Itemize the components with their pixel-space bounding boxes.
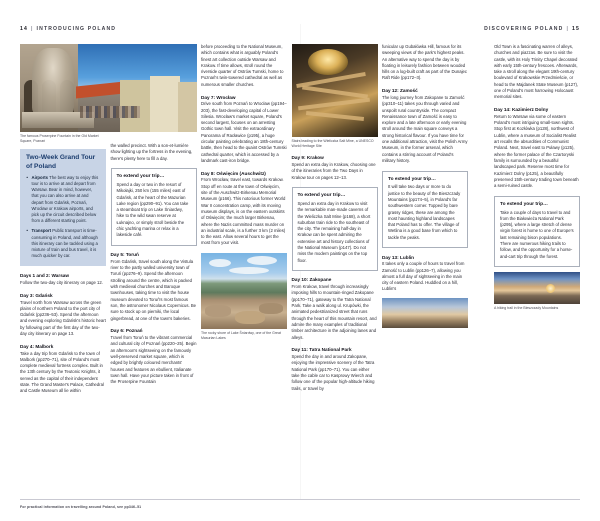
day-heading-day-7-wroclaw: Day 7: Wrocław (201, 94, 236, 100)
day-heading-day-9-krakow: Day 9: Krakow (291, 155, 324, 161)
extend-trip-box-mikolajki (111, 168, 197, 245)
photo-detail-rock (235, 311, 265, 324)
day-text-day-11-tatra: Spend the day in and around Zakopane, enjoying the impressive scenery of the Tatra National Park (pp170–71). You can either take the cable car to Kasprowy Wierch and follow one of the popular high-altitude hiking trails, or travel by (291, 354, 375, 391)
extend-trip-text: It will take two days or more to do justice to the beauty of the Bieszczady Mountains (pp174–5), in Poland's far southwestern corner. Topped by bare grassy ridges, these are among the most haunting highland landscapes that Poland has to offer. The village of Wetlina is a good base from which to tackle the peaks. (388, 184, 461, 240)
day-text-days-1-2-warsaw: Follow the two-day city itinerary on page 12. (20, 280, 103, 286)
feature-box-title: Two-Week Grand Tour of Poland (26, 154, 96, 170)
folio-left: 14 (20, 26, 28, 32)
feature-box-grand-tour (20, 149, 106, 267)
photo-detail-timber-beam (305, 111, 363, 121)
day-text-day-10-zakopane: From Krakow, travel through increasingly imposing hills to mountain-ringed Zakopane (pp170–71), gateway to the Tatra National Park. Take a walk along ul. Krupówki, the animated pedestrianized street that runs through the heart of this mountain resort, and admire the many examples of traditional timber architecture in the adjoining lanes and alleys. (291, 284, 377, 340)
running-head-left (20, 26, 116, 32)
extend-trip-title: To extend your trip… (297, 193, 346, 199)
list-item (26, 175, 100, 225)
photo-detail-cloud (209, 259, 231, 267)
day-heading-days-1-2-warsaw: Days 1 and 2: Warsaw (20, 273, 70, 279)
caption-poznan: The famous Proserpine Fountain in the Old Market Square, Poznań (20, 134, 99, 143)
photo-detail-timber-beam (298, 98, 370, 111)
extend-trip-title: To extend your trip… (116, 174, 165, 180)
photo-lublin-dusk (382, 298, 468, 328)
bullet-label: Airports (31, 174, 49, 180)
photo-lake-sniardwy (201, 253, 287, 329)
column-2 (111, 44, 197, 499)
day-heading-day-10-zakopane: Day 10: Zakopane (291, 277, 332, 283)
continuation-text-tatra: funicular up Gubałówka Hill, famous for its sweeping views of the park's highest peaks. An alternative way to spend the day is by floating in leisurely fashion between wooded hills on a log-built craft as part of the Dunajec Raft Ride (pp172–3). (382, 44, 468, 81)
day-heading-day-4-malbork: Day 4: Malbork (20, 343, 54, 349)
list-item (26, 228, 100, 259)
photo-bieszczady-trail (494, 272, 580, 304)
day-text-day-13-lublin: It takes only a couple of hours to travel from Zamość to Lublin (pp126–7), allowing you almost a full day of sightseeing in the main city of eastern Poland. Huddled on a hill, Lublin's (382, 261, 465, 292)
caption-wieliczka: Stairs leading to the Wieliczka Salt Mine, a UNESCO World Heritage Site (291, 139, 374, 148)
photo-detail-timber-beam (302, 85, 368, 98)
extend-trip-title: To extend your trip… (500, 201, 548, 207)
column-3 (201, 44, 287, 499)
day-text-day-4-malbork: Take a day trip from Gdańsk to the town of Malbork (pp270–71), site of Poland's most complete medieval fortress complex. Built in the 13th century by the Teutonic Knights, it served as the capital of their independent state. The Grand Master's Palace, Cathedral and Castle Museum all lie within (20, 350, 104, 394)
day-text-day-3-gdansk: Travel north from Warsaw across the green plains of northern Poland to the port city of Gdańsk (pp236–53). Spend the afternoon and evening exploring Gdańsk's historic heart by following part of the first day of the two-day city itinerary on page 13. (20, 299, 106, 337)
day-text-day-8-oswiecim: From Wrocław, travel east, towards Krakow. Stop off en route at the town of Oświęcim, site of the Auschwitz-Birkenau Memorial Museum (p166). This notorious former World War II concentration camp, with its moving museum displays, is on the eastern outskirts of Oświęcim; the much larger Birkenau, where the Nazis committed mass murder on an industrial scale, is a further 3 km (2 miles) to the east. Allow several hours to get the most from your visit. (201, 177, 286, 246)
column-4 (292, 44, 378, 499)
day-text-day-5-torun: From Gdańsk, travel south along the Vistula river to the partly walled university town of Toruń (pp276–9). Spend the afternoon strolling around the centre, which is packed with medieval churches and Baroque townhouses, taking time to visit the house museum devoted to Toruń's most famous son, the astronomer Nicolaus Copernicus. Be sure to stock up on pierniki, the local gingerbread, at one of the town's bakeries. (110, 258, 197, 321)
photo-detail-cloud (229, 267, 269, 274)
day-heading-day-12-zamosc: Day 12: Zamość (382, 88, 418, 94)
day-text-day-9-krakow: Spend an extra day in Krakow, choosing one of the itineraries from the Two Days in Krakow tour on pages 12–13. (291, 162, 376, 180)
continuation-text-lublin: Old Town is a fascinating warren of alleys, churches and piazzas. Be sure to visit the castle, with its Holy Trinity Chapel decorated with early 15th-century frescoes. Afterwards, take a stroll along the elegant 19th-century boulevard of Krakowskie Przedmieście, or head to the Majdanek State Museum (p127), one of Poland's most harrowing Holocaust memorial sites. (494, 44, 579, 100)
day-heading-day-8-oswiecim: Day 8: Oświęcim (Auschwitz) (201, 170, 266, 176)
bullet-text: Public transport is time-consuming in Poland, and although this itinerary can be tackled using a mixture of train and bus travel, it is much quicker by car. (31, 228, 98, 259)
folio-right: 15 (572, 26, 580, 32)
day-heading-day-14-kazimierz-dolny: Day 14: Kazimierz Dolny (494, 107, 549, 113)
day-heading-day-13-lublin: Day 13: Lublin (382, 254, 415, 260)
feature-box-list (26, 175, 100, 260)
bullet-text: The best way to enjoy this tour is to arrive at and depart from Warsaw. Bear in mind, however, that you can also arrive at and depart from Gdańsk, Poznań, Wrocław or Krakow airports, and pick up the circuit described below from a different starting point. (31, 174, 99, 224)
column-5 (382, 44, 468, 499)
day-text-day-6-poznan: Travel from Toruń to the vibrant commercial and cultural city of Poznań (pp220–25). Begin an afternoon's sightseeing on the famously well-preserved market square, which is edged by brightly coloured merchants' houses and features an ebullient, Italianate town hall. Have your picture taken in front of the Proserpine Fountain (110, 335, 197, 385)
photo-detail-chandelier (308, 49, 348, 75)
extend-trip-box-wieliczka (292, 187, 378, 271)
extend-trip-text: Spend an extra day in Krakow to visit the remarkable man-made caverns of the Wieliczka Salt Mine (p168), a short suburban train ride to the southeast of the city. The remaining half-day in Krakow can be spent admiring the extensive art and history collections of the National Museum (p147). Do not miss the modern paintings on the top floor. (297, 201, 371, 263)
column-6 (494, 44, 580, 499)
running-head-right-label: DISCOVERING POLAND (484, 26, 564, 32)
photo-detail-rock (205, 305, 231, 317)
footer-rule (20, 499, 580, 500)
photo-wieliczka-stairs (292, 44, 378, 137)
extend-trip-box-bialowieza (494, 196, 580, 267)
caption-lake-sniardwy: The rocky shore of Lake Śniardwy, one of the Great Masurian Lakes (201, 330, 281, 340)
column-grid (20, 44, 580, 499)
photo-detail-rock (259, 303, 283, 314)
running-head-right (484, 26, 580, 32)
photo-detail-sun (546, 284, 555, 293)
day-text-day-14-kazimierz-dolny: Return to Warsaw via some of eastern Poland's most intriguing small-town sights. Stop first at Kozłówka (p128), northwest of Lublin, where a museum of Socialist Realist art recalls the absurdities of Communist Poland. Next, travel east to Puławy (p125), where the former palace of the Czartoryski family is surrounded by a beautiful landscaped park. Reserve most time for Kazimierz Dolny (p125), a beautifully preserved 15th-century trading town beneath a semi-ruined castle. (494, 113, 579, 189)
bullet-label: Transport (31, 228, 52, 234)
day-heading-day-5-torun: Day 5: Toruń (110, 252, 139, 258)
column-1 (20, 44, 106, 499)
extend-trip-text: Spend a day or two in the resort of Mikołajki, 250 km (155 miles) east of Gdańsk, at the heart of the Mazurian Lake region (pp290–91). You can take a steamboat trip on Lake Śniardwy, hike to the wild swan reserve at Łuknajno, or simply stroll beside the chic yachting marina or relax in a lakeside café. (116, 181, 189, 238)
day-heading-day-11-tatra: Day 11: Tatra National Park (291, 347, 352, 353)
footer-note: For practical information on travelling around Poland, see pp346–51 (20, 505, 142, 509)
day-text-day-12-zamosc: The long journey from Zakopane to Zamość (pp310–11) takes you through varied and unspoilt rural countryside. The compact Renaissance town of Zamość is easy to explore and a late afternoon or early evening stroll around the main square conveys a strong historical flavour. If you have time for one additional attraction, visit the Polish Army Museum, in the former arsenal, which contains a stirring account of Poland's military history. (382, 94, 468, 163)
day-text-day-7-wroclaw: Drive south from Poznań to Wrocław (pp194–203), the fast-developing capital of Lower Silesia. Wrocław's market square, Poland's second largest, focuses on an arresting Gothic town hall. Visit the extraordinary Panorama of Racławice (p195), a huge circular painting celebrating an 18th-century battle, then head to the quaint Ostrów Tumski cathedral quarter, which is accessed by a landmark cast-iron bridge. (201, 101, 287, 163)
caption-bieszczady: A hiking trail in the Bieszczady Mountains (494, 305, 559, 310)
folio-divider-left: | (30, 26, 34, 32)
extend-trip-title: To extend your trip… (388, 176, 436, 182)
day-heading-day-3-gdansk: Day 3: Gdańsk (20, 292, 53, 298)
extend-trip-box-bieszczady (382, 171, 468, 248)
continuation-text-malbork: the walled precinct. With a son-et-lumière show lighting up the fortress in the evening, there's plenty here to fill a day. (110, 143, 193, 161)
continuation-text-poznan: before proceeding to the National Museum, which contains what is arguably Poland's finest art collection outside Warsaw and Krakow. If time allows, stroll round the riverside quarter of Ostrów Tumski, home to Poznań's twin-towered cathedral as well as numerous smaller churches. (201, 44, 284, 87)
extend-trip-text: Take a couple of days to travel to and from the Białowieża National Park (p295), where a large stretch of dense virgin forest is home to one of Europe's last remaining bison populations. There are numerous hiking trails to follow, and the opportunity for a horse-and-cart trip through the forest. (500, 209, 574, 259)
day-heading-day-6-poznan: Day 6: Poznań (110, 328, 143, 334)
photo-detail-cloud (247, 256, 277, 265)
running-head-left-label: INTRODUCING POLAND (36, 26, 117, 32)
folio-divider-right: | (566, 26, 570, 32)
